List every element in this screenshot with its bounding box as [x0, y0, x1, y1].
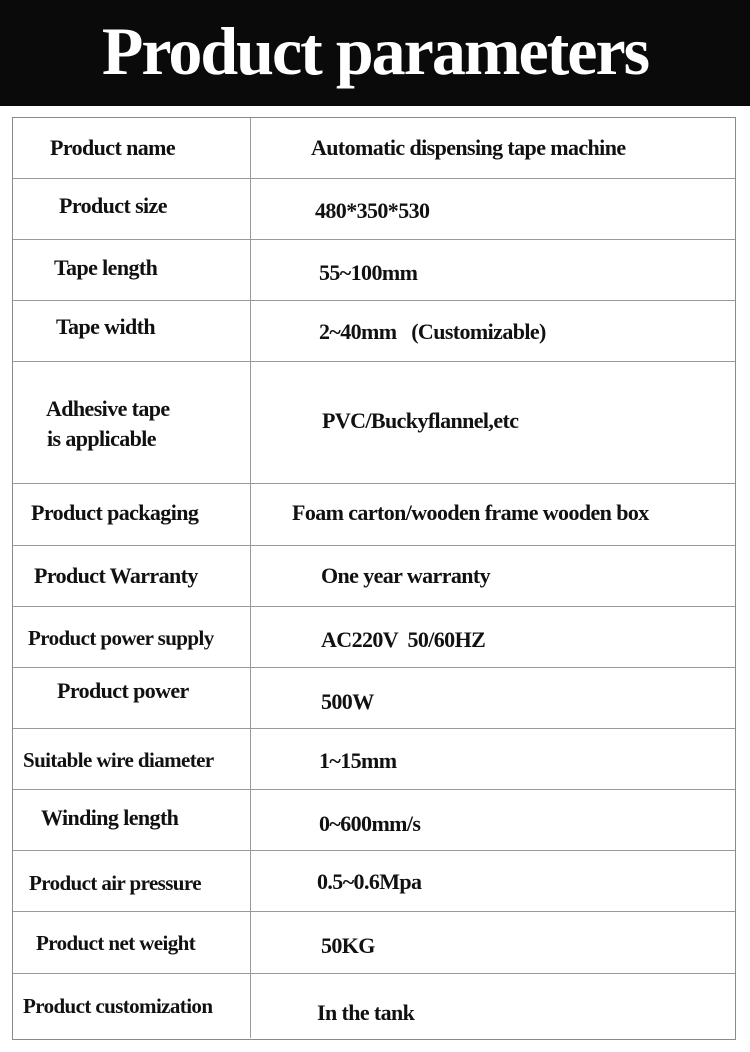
table-row-product-packaging — [13, 484, 735, 546]
table-row-product-power — [13, 668, 735, 729]
page-title: Product parameters — [101, 13, 649, 89]
table-row-product-net-weight — [13, 912, 735, 974]
row-value: 0~600mm/s — [319, 811, 421, 836]
row-value: Foam carton/wooden frame wooden box — [292, 499, 649, 525]
row-value: 55~100mm — [319, 260, 418, 285]
row-label: Winding length — [41, 805, 179, 830]
table-row-product-customization — [13, 974, 735, 1038]
table-row-product-air-pressure — [13, 851, 735, 912]
row-value: 2~40mm (Customizable) — [319, 319, 546, 344]
row-label-line-1: Adhesive tape — [46, 396, 170, 421]
row-value: 480*350*530 — [315, 198, 430, 223]
row-value: One year warranty — [321, 563, 491, 588]
parameters-table — [12, 117, 736, 1040]
row-value: In the tank — [317, 1000, 415, 1025]
header-banner — [0, 0, 750, 106]
row-value: Automatic dispensing tape machine — [311, 135, 626, 160]
row-label: Product size — [59, 193, 167, 218]
row-label — [13, 362, 250, 483]
row-label: Product name — [50, 135, 175, 160]
column-divider — [250, 362, 251, 483]
table-row-tape-length — [13, 240, 735, 301]
table-row-product-warranty — [13, 546, 735, 607]
row-label: Product power — [57, 678, 189, 703]
row-label: Tape length — [54, 255, 158, 280]
row-label: Product net weight — [36, 931, 196, 955]
row-value: 50KG — [321, 932, 375, 958]
row-label: Product packaging — [31, 499, 199, 525]
row-value: PVC/Buckyflannel,etc — [322, 407, 519, 433]
table-row-product-name — [13, 118, 735, 179]
row-label: Product Warranty — [34, 563, 198, 588]
row-value: AC220V 50/60HZ — [321, 626, 486, 652]
row-value: 0.5~0.6Mpa — [317, 869, 422, 894]
row-label: Tape width — [56, 314, 155, 339]
table-row-suitable-wire-diameter — [13, 729, 735, 790]
row-label: Suitable wire diameter — [23, 747, 214, 772]
table-row-adhesive-tape — [13, 362, 735, 484]
row-value: 500W — [321, 689, 374, 714]
row-label: Product customization — [23, 993, 213, 1018]
table-row-tape-width — [13, 301, 735, 362]
table-row-product-size — [13, 179, 735, 240]
row-value: 1~15mm — [319, 748, 397, 773]
row-label: Product air pressure — [29, 870, 201, 895]
row-label-line-2: is applicable — [47, 426, 156, 451]
row-label: Product power supply — [28, 626, 214, 650]
table-row-winding-length — [13, 790, 735, 851]
